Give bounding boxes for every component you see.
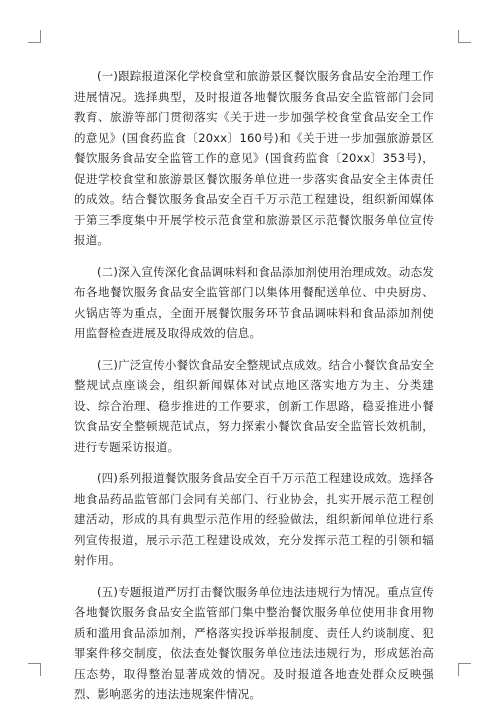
crop-mark-bottom-right xyxy=(458,663,471,676)
crop-mark-top-right xyxy=(458,30,471,43)
paragraph-2: (二)深入宣传深化食品调味料和食品添加剂使用治理成效。动态发布各地餐饮服务食品安全监管部门以集体用餐配送单位、中央厨房、火锅店等为重点，全面开展餐饮服务环节食品调味料和食品添加剂使用监督检查进展及取得成效的信息。 xyxy=(74,264,434,340)
paragraph-4: (四)系列报道餐饮服务食品安全百千万示范工程建设成效。选择各地食品药品监管部门会同有关部门、行业协会，扎实开展示范工程创建活动，形成的具有典型示范作用的经验做法，组织新闻单位进行系列宣传报道，展示示范工程建设成效，充分发挥示范工程的引领和辐射作用。 xyxy=(74,471,434,567)
paragraph-5: (五)专题报道严厉打击餐饮服务单位违法违规行为情况。重点宣传各地餐饮服务食品安全监管部门集中整治餐饮服务单位使用非食用物质和滥用食品添加剂，严格落实投诉举报制度、责任人约谈制度、犯罪案件移交制度，依法查处餐饮服务单位违法违规行为，形成惩治高压态势，取得整治显著成效的情况。及时报道各地查处群众反映强烈、影响恶劣的违法违规案件情况。 xyxy=(74,584,434,701)
crop-mark-top-left xyxy=(28,30,41,43)
paragraph-1: (一)跟踪报道深化学校食堂和旅游景区餐饮服务食品安全治理工作进展情况。选择典型，及时报道各地餐饮服务食品安全监管部门会同教育、旅游等部门贯彻落实《关于进一步加强学校食堂食品安全工作的意见》(国食药监食〔20xx〕160号)和《关于进一步加强旅游景区餐饮服务食品安全监管工作的意见》(国食药监食〔20xx〕353号)，促进学校食堂和旅游景区餐饮服务单位进一步落实食品安全主体责任的成效。结合餐饮服务食品安全百千万示范工程建设，组织新闻媒体于第三季度集中开展学校示范食堂和旅游景区示范餐饮服务单位宣传报道。 xyxy=(74,69,434,247)
document-body xyxy=(74,66,434,716)
paragraph-3: (三)广泛宣传小餐饮食品安全整规试点成效。结合小餐饮食品安全整规试点座谈会，组织新闻媒体对试点地区落实地方为主、分类建设、综合治理、稳步推进的工作要求，创新工作思路，稳妥推进小餐饮食品安全整顿规范试点，努力探索小餐饮食品安全监管长效机制，进行专题采访报道。 xyxy=(74,357,434,454)
crop-mark-bottom-left xyxy=(28,663,41,676)
